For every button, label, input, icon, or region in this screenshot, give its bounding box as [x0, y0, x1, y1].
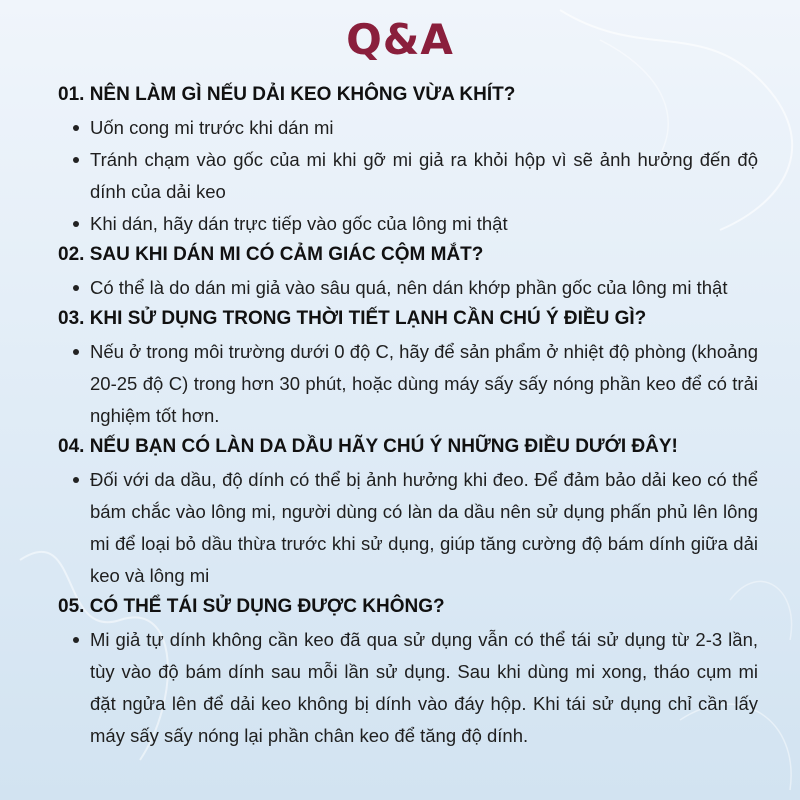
question-heading: 01. NÊN LÀM GÌ NẾU DẢI KEO KHÔNG VỪA KHÍT?	[58, 84, 516, 105]
answer-item: Tránh chạm vào gốc của mi khi gỡ mi giả ra khỏi hộp vì sẽ ảnh hưởng đến độ dính của dải keo	[58, 144, 758, 208]
question-heading: 02. SAU KHI DÁN MI CÓ CẢM GIÁC CỘM MẮT?	[58, 244, 484, 265]
question-heading: 04. NẾU BẠN CÓ LÀN DA DẦU HÃY CHÚ Ý NHỮNG ĐIỀU DƯỚI ĐÂY!	[58, 436, 678, 457]
answer-item: Mi giả tự dính không cần keo đã qua sử dụng vẫn có thể tái sử dụng từ 2-3 lần, tùy vào độ bám dính sau mỗi lần sử dụng. Sau khi dùng mi xong, tháo cụm mi đặt ngửa lên để dải keo không bị dính vào đáy hộp. Khi tái sử dụng chỉ cần lấy máy sấy sấy nóng lại phần chân keo để tăng độ dính.	[58, 624, 758, 752]
question-heading: 03. KHI SỬ DỤNG TRONG THỜI TIẾT LẠNH CẦN CHÚ Ý ĐIỀU GÌ?	[58, 308, 647, 329]
qa-list	[58, 80, 758, 752]
answer-item: Nếu ở trong môi trường dưới 0 độ C, hãy để sản phẩm ở nhiệt độ phòng (khoảng 20-25 độ C) trong hơn 30 phút, hoặc dùng máy sấy sấy nóng phần keo để có trải nghiệm tốt hơn.	[58, 336, 758, 432]
question-heading: 05. CÓ THỂ TÁI SỬ DỤNG ĐƯỢC KHÔNG?	[58, 596, 445, 617]
answer-item: Uốn cong mi trước khi dán mi	[58, 112, 758, 144]
answer-item: Đối với da dầu, độ dính có thể bị ảnh hưởng khi đeo. Để đảm bảo dải keo có thể bám chắc vào lông mi, người dùng có làn da dầu nên sử dụng phấn phủ lên lông mi để loại bỏ dầu thừa trước khi sử dụng, giúp tăng cường độ bám dính giữa dải keo và lông mi	[58, 464, 758, 592]
answer-item: Khi dán, hãy dán trực tiếp vào gốc của lông mi thật	[58, 208, 758, 240]
answer-item: Có thể là do dán mi giả vào sâu quá, nên dán khớp phần gốc của lông mi thật	[58, 272, 758, 304]
page-title: Q&A	[346, 15, 454, 64]
